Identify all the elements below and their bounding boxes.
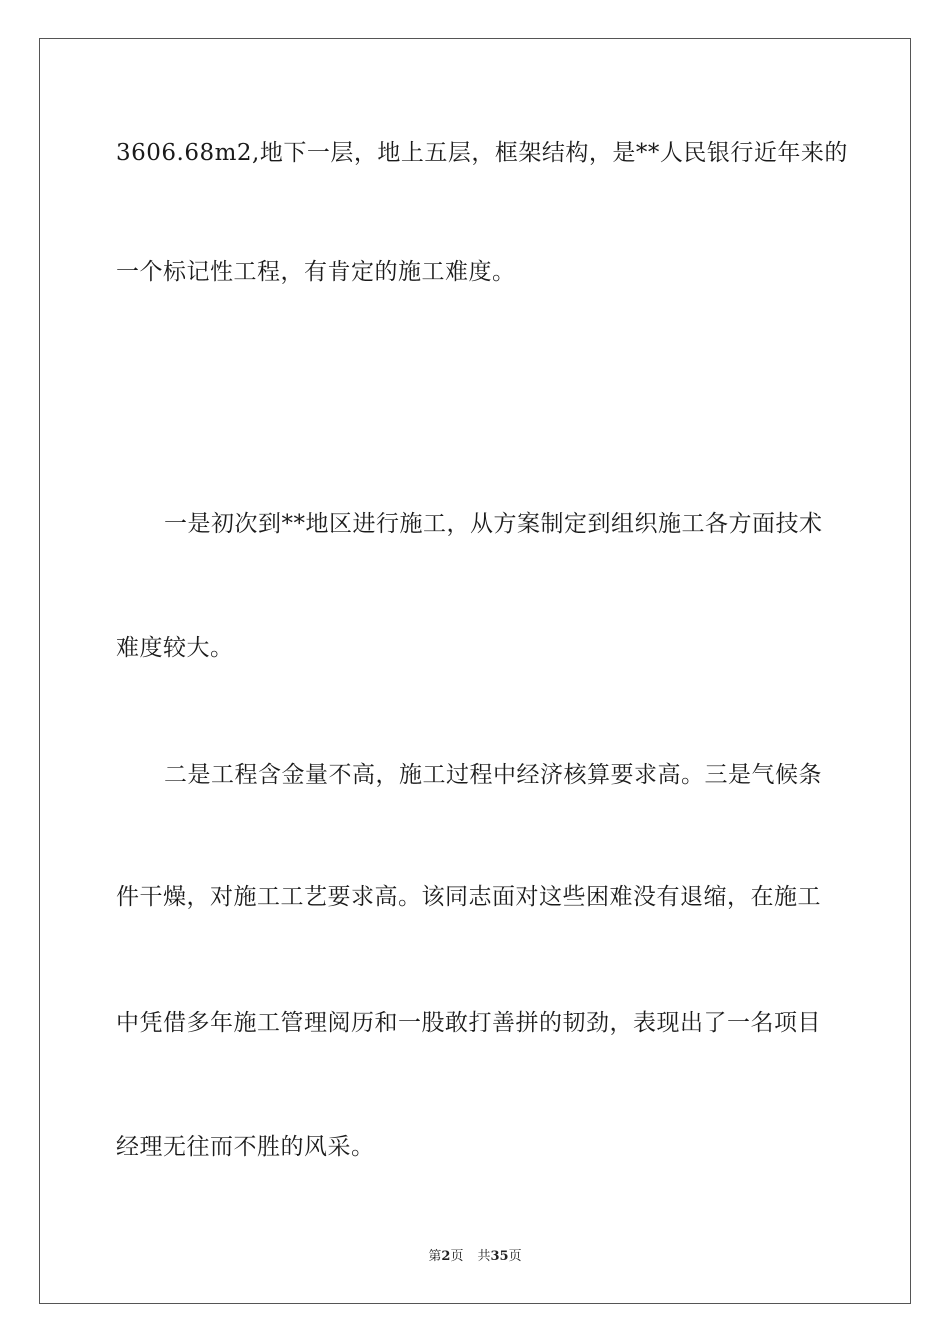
paragraph-line-6: 件干燥，对施工工艺要求高。该同志面对这些困难没有退缩，在施工: [116, 884, 821, 910]
paragraph-line-8: 经理无往而不胜的风采。: [116, 1134, 375, 1160]
total-suffix: 页: [508, 1249, 522, 1264]
page-footer: [0, 1248, 950, 1266]
paragraph-line-2: 一个标记性工程，有肯定的施工难度。: [116, 259, 516, 285]
paragraph-line-5: 二是工程含金量不高，施工过程中经济核算要求高。三是气候条: [164, 762, 822, 788]
paragraph-line-4: 难度较大。: [116, 635, 234, 661]
total-prefix: 共: [477, 1249, 491, 1264]
page-number: 2: [441, 1249, 451, 1264]
paragraph-line-3: 一是初次到**地区进行施工，从方案制定到组织施工各方面技术: [164, 511, 823, 537]
page-prefix: 第: [428, 1249, 442, 1264]
paragraph-line-7: 中凭借多年施工管理阅历和一股敢打善拼的韧劲，表现出了一名项目: [116, 1010, 821, 1036]
paragraph-line-1: 3606.68m2,地下一层，地上五层，框架结构，是**人民银行近年来的: [116, 140, 848, 166]
total-pages: 35: [490, 1249, 509, 1264]
page-suffix: 页: [450, 1249, 464, 1264]
page-border: [39, 38, 911, 1304]
